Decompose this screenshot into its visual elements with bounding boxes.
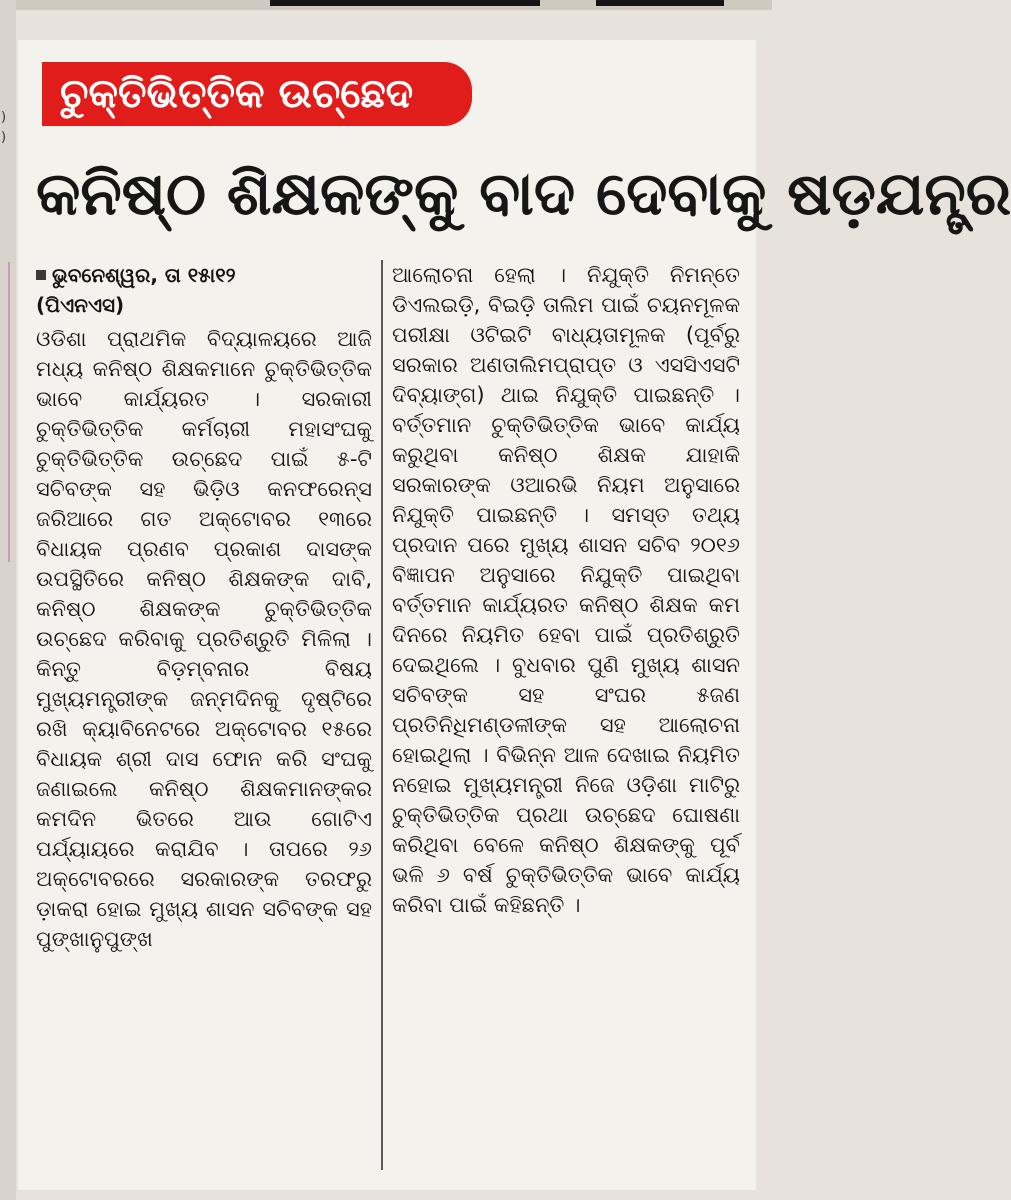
- adjacent-column-edge: [0, 0, 16, 1200]
- adjacent-rule: [596, 0, 724, 6]
- dateline: [36, 260, 372, 290]
- article-column-right: [392, 260, 740, 1170]
- article-body-right: ଆଲୋଚନା ହେଲା । ନିଯୁକ୍ତି ନିମନ୍ତେ ଡିଏଲଇଡ଼ି, ବିଇଡ଼ି ତାଲିମ ପାଇଁ ଚୟନମୂଳକ ପରୀକ୍ଷା ଓଟିଇଟି ବାଧ୍ୟତାମୂଳକ (ପୂର୍ବରୁ ସରକାର ଅଣତାଲିମପ୍ରାପ୍ତ ଓ ଏସସିଏସଟି ଦିବ୍ୟାଙ୍ଗ) ଥାଇ ନିଯୁକ୍ତି ପାଇଛନ୍ତି । ବର୍ତ୍ତମାନ ଚୁକ୍ତିଭିତ୍ତିକ ଭାବେ କାର୍ଯ୍ୟ କରୁଥିବା କନିଷ୍ଠ ଶିକ୍ଷକ ଯାହାକି ସରକାରଙ୍କ ଓଆରଭି ନିୟମ ଅନୁସାରେ ନିଯୁକ୍ତି ପାଇଛନ୍ତି । ସମସ୍ତ ତଥ୍ୟ ପ୍ରଦାନ ପରେ ମୁଖ୍ୟ ଶାସନ ସଚିବ ୨୦୧୬ ବିଜ୍ଞାପନ ଅନୁସାରେ ନିଯୁକ୍ତି ପାଇଥିବା ବର୍ତ୍ତମାନ କାର୍ଯ୍ୟରତ କନିଷ୍ଠ ଶିକ୍ଷକ କମ ଦିନରେ ନିୟମିତ ହେବା ପାଇଁ ପ୍ରତିଶ୍ରୁତି ଦେଇଥିଲେ । ବୁଧବାର ପୁଣି ମୁଖ୍ୟ ଶାସନ ସଚିବଙ୍କ ସହ ସଂଘର ୫ଜଣ ପ୍ରତିନିଧିମଣ୍ଡଳୀଙ୍କ ସହ ଆଲୋଚନା ହୋଇଥିଲା । ବିଭିନ୍ନ ଆଳ ଦେଖାଇ ନିୟମିତ ନହୋଇ ମୁଖ୍ୟମନ୍ତ୍ରୀ ନିଜେ ଓଡ଼ିଶା ମାଟିରୁ ଚୁକ୍ତିଭିତ୍ତିକ ପ୍ରଥା ଉଚ୍ଛେଦ ଘୋଷଣା କରିଥିବା ବେଳେ କନିଷ୍ଠ ଶିକ୍ଷକଙ୍କୁ ପୂର୍ବ ଭଳି ୬ ବର୍ଷ ଚୁକ୍ତିଭିତ୍ତିକ ଭାବେ କାର୍ଯ୍ୟ କରିବା ପାଇଁ କହିଛନ୍ତି ।: [392, 263, 740, 917]
- kicker-banner: [42, 62, 472, 126]
- adjacent-page-strip: [0, 0, 772, 10]
- edge-photo-frame: [0, 262, 10, 562]
- kicker-text: ଚୁକ୍ତିଭିତ୍ତିକ ଉଚ୍ଛେଦ: [60, 71, 414, 117]
- dateline-text: ଭୁବନେଶ୍ୱର, ତା ୧୫ା୧୨: [52, 263, 236, 287]
- edge-mark: ): [1, 110, 7, 125]
- edge-mark: ): [1, 130, 7, 145]
- news-agency: (ପିଏନଏସ): [36, 293, 125, 317]
- dateline-bullet-icon: [36, 270, 46, 280]
- headline: କନିଷ୍ଠ ଶିକ୍ଷକଙ୍କୁ ବାଦ ଦେବାକୁ ଷଡ଼ଯନ୍ତ୍ର: [36, 159, 1011, 229]
- column-divider: [381, 260, 383, 1170]
- article-body-left: ଓଡିଶା ପ୍ରାଥମିକ ବିଦ୍ୟାଳୟରେ ଆଜି ମଧ୍ୟ କନିଷ୍ଠ ଶିକ୍ଷକମାନେ ଚୁକ୍ତିଭିତ୍ତିକ ଭାବେ କାର୍ଯ୍ୟରତ । ସରକାରୀ ଚୁକ୍ତିଭିତ୍ତିକ କର୍ମଚାରୀ ମହାସଂଘକୁ ଚୁକ୍ତିଭିତ୍ତିକ ଉଚ୍ଛେଦ ପାଇଁ ୫-ଟି ସଚିବଙ୍କ ସହ ଭିଡ଼ିଓ କନଫରେନ୍ସ ଜରିଆରେ ଗତ ଅକ୍ଟୋବର ୧୩ରେ ବିଧାୟକ ପ୍ରଣବ ପ୍ରକାଶ ଦାସଙ୍କ ଉପସ୍ଥିତିରେ କନିଷ୍ଠ ଶିକ୍ଷକଙ୍କ ଦାବି, କନିଷ୍ଠ ଶିକ୍ଷକଙ୍କ ଚୁକ୍ତିଭିତ୍ତିକ ଉଚ୍ଛେଦ କରିବାକୁ ପ୍ରତିଶ୍ରୁତି ମିଳିଲା । କିନ୍ତୁ ବିଡ଼ମ୍ବନାର ବିଷୟ ମୁଖ୍ୟମନ୍ତ୍ରୀଙ୍କ ଜନ୍ମଦିନକୁ ଦୃଷ୍ଟିରେ ରଖି କ୍ୟାବିନେଟରେ ଅକ୍ଟୋବର ୧୫ରେ ବିଧାୟକ ଶ୍ରୀ ଦାସ ଫୋନ କରି ସଂଘକୁ ଜଣାଇଲେ କନିଷ୍ଠ ଶିକ୍ଷକମାନଙ୍କର କମଦିନ ଭିତରେ ଆଉ ଗୋଟିଏ ପର୍ଯ୍ୟାୟରେ କରାଯିବ । ତାପରେ ୨୬ ଅକ୍ଟୋବରରେ ସରକାରଙ୍କ ତରଫରୁ ଡ଼ାକରା ହୋଇ ମୁଖ୍ୟ ଶାସନ ସଚିବଙ୍କ ସହ ପୁଙ୍ଖାନୁପୁଙ୍ଖ: [36, 327, 372, 951]
- article-column-left: [36, 260, 372, 1170]
- adjacent-rule: [270, 0, 540, 6]
